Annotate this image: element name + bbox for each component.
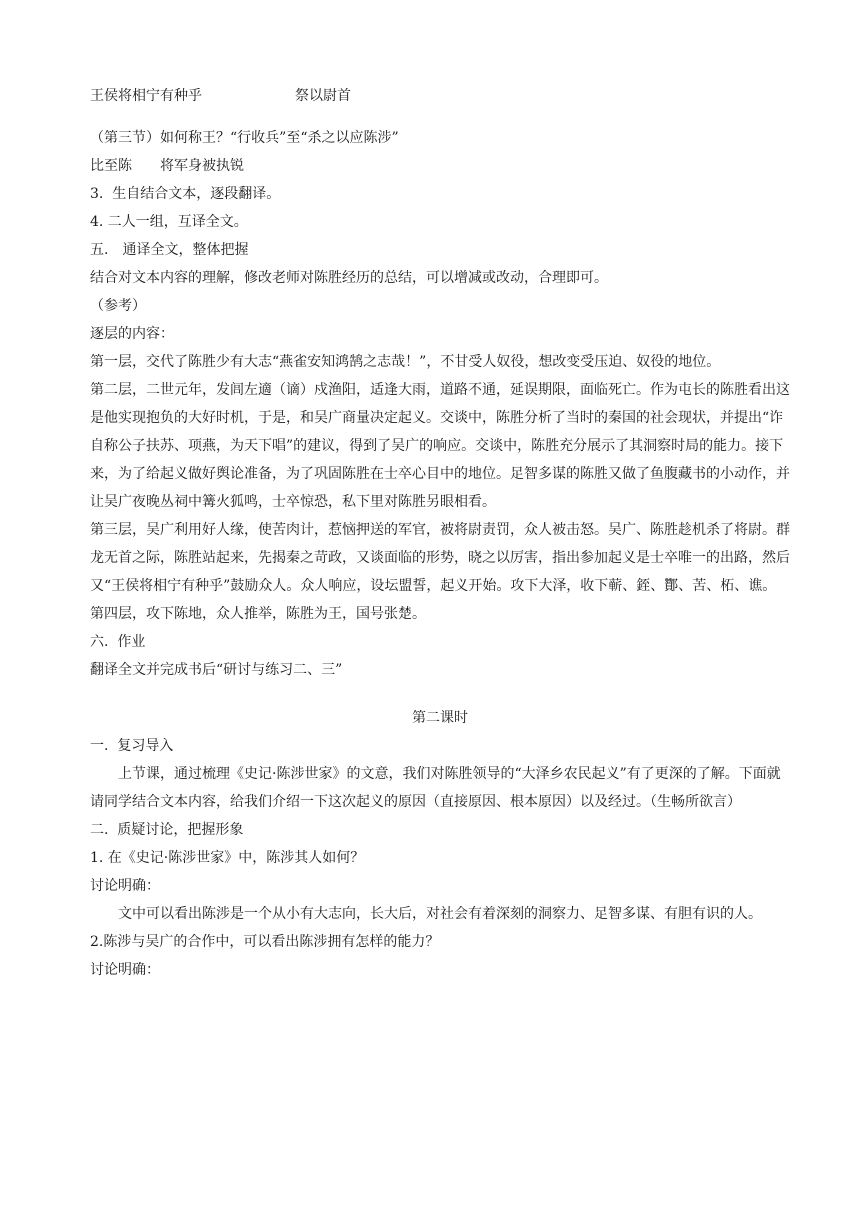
layers-label: 逐层的内容： [90,326,174,342]
spacer [90,684,790,704]
section3-heading: （第三节）如何称王？“行收兵”至“杀之以应陈涉” [90,130,399,146]
part1-body: 上节课，通过梳理《史记·陈涉世家》的文意，我们对陈胜领导的“大泽乡农民起义”有了更深的了解。下面就请同学结合文本内容，给我们介绍一下这次起义的原因（直接原因、根本原因）以及经过。（生畅所欲言） [90,766,781,810]
part6-title: 六. 作业 [90,634,146,650]
layer-4: 第四层，攻下陈地，众人推举，陈胜为王，国号张楚。 [90,606,426,622]
layer-2: 第二层，二世元年，发闾左適（谪）戍渔阳，适逢大雨，道路不通，延误期限，面临死亡。作为屯长的陈胜看出这是他实现抱负的大好时机，于是，和吴广商量决定起义。交谈中，陈胜分析了当时的秦国的社会现状，并提出“诈自称公子扶苏、项燕，为天下唱”的建议，得到了吴广的响应。交谈中，陈胜充分展示了其洞察时局的能力。接下来，为了给起义做好舆论准备，为了巩固陈胜在士卒心目中的地位。足智多谋的陈胜又做了鱼腹藏书的小动作，并让吴广夜晚丛祠中篝火狐鸣，士卒惊恐，私下里对陈胜另眼相看。 [90,382,790,510]
part1-title: 一. 复习导入 [90,738,174,754]
part5-intro: 结合对文本内容的理解，修改老师对陈胜经历的总结，可以增减或改动，合理即可。 [90,270,608,286]
quote-right: 祭以尉首 [295,88,351,104]
quote-pair [90,82,790,110]
part5-title: 五. 通译全文，整体把握 [90,242,249,258]
discuss-label-1: 讨论明确： [90,878,160,894]
homework: 翻译全文并完成书后“研讨与练习二、三” [90,662,343,678]
document-page [90,82,790,984]
discuss-label-2: 讨论明确： [90,962,160,978]
layer-3: 第三层，吴广利用好人缘，使苦肉计，惹恼押送的军官，被将尉责罚，众人被击怒。吴广、陈胜趁机杀了将尉。群龙无首之际，陈胜站起来，先揭秦之苛政，又谈面临的形势，晓之以厉害，指出参加起义是士卒唯一的出路，然后又“王侯将相宁有种乎”鼓励众人。众人响应，设坛盟誓，起义开始。攻下大泽，收下蕲、銍、酇、苦、柘、谯。 [90,522,790,594]
question-2: 2.陈涉与吴广的合作中，可以看出陈涉拥有怎样的能力？ [90,934,440,950]
layer-1: 第一层，交代了陈胜少有大志“燕雀安知鸿鹄之志哉！”，不甘受人奴役，想改变受压迫、奴役的地位。 [90,354,721,370]
step-4: 4. 二人一组，互译全文。 [90,214,248,230]
step-3: 3. 生自结合文本，逐段翻译。 [90,186,281,202]
answer-1: 文中可以看出陈涉是一个从小有大志向，长大后，对社会有着深刻的洞察力、足智多谋、有胆有识的人。 [118,906,762,922]
question-1: 1. 在《史记·陈涉世家》中，陈涉其人如何？ [90,850,365,866]
part2-title: 二. 质疑讨论，把握形象 [90,822,244,838]
quote-left: 王侯将相宁有种乎 [90,88,202,104]
section3-words: 比至陈 将军身被执锐 [90,158,244,174]
reference-label: （参考） [90,298,146,314]
lesson2-title: 第二课时 [412,710,468,726]
spacer [90,110,790,124]
